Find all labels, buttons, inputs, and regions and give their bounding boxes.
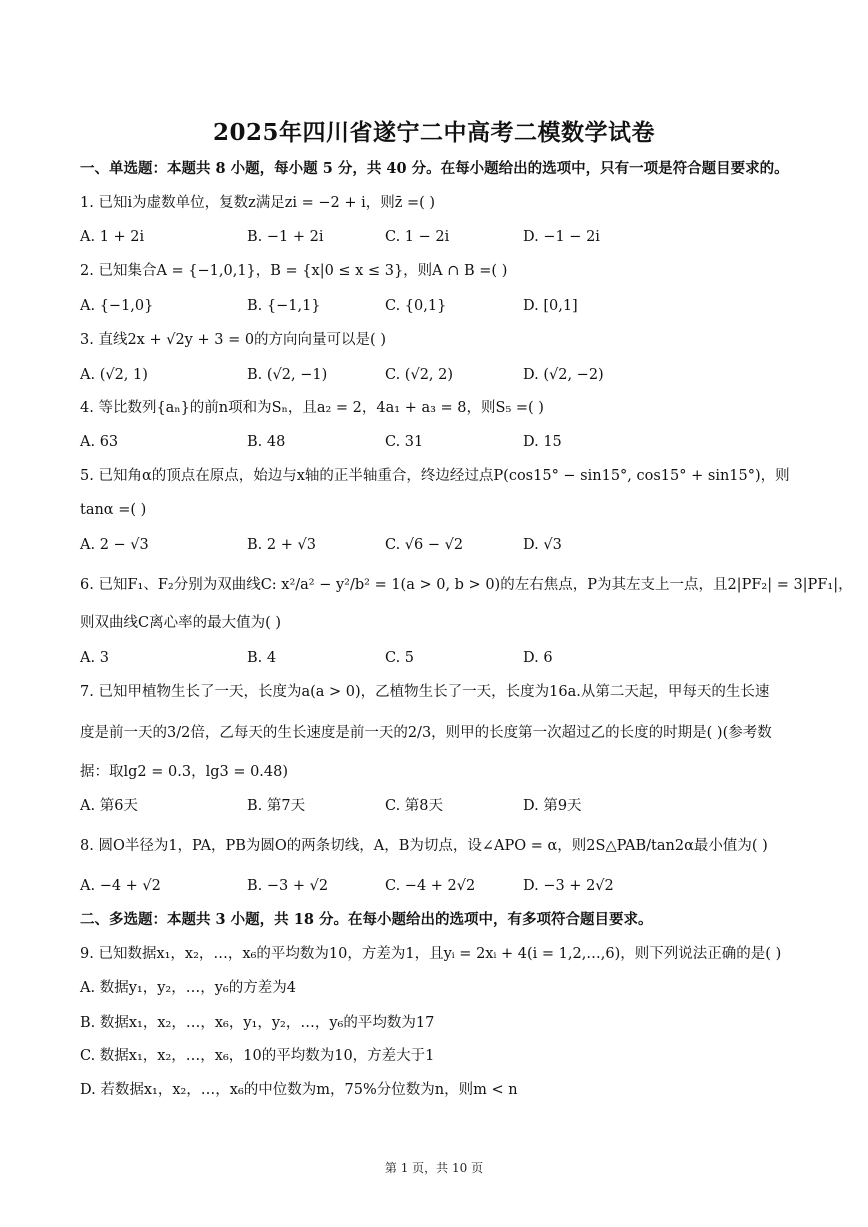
q8-option-b: B. −3 + √2: [247, 878, 329, 894]
q5-option-b: B. 2 + √3: [247, 537, 316, 553]
q1-option-d: D. −1 − 2i: [523, 229, 600, 245]
q3-option-d: D. (√2, −2): [523, 367, 604, 383]
question-4-stem: 4. 等比数列{aₙ}的前n项和为Sₙ，且a₂ = 2，4a₁ + a₃ = 8，则S₅ =( ): [80, 400, 544, 416]
q2-option-b: B. {−1,1}: [247, 298, 321, 314]
q5-option-a: A. 2 − √3: [80, 537, 149, 553]
q8-option-a: A. −4 + √2: [80, 878, 161, 894]
section-multiple-choice: 二、多选题：本题共 3 小题，共 18 分。在每小题给出的选项中，有多项符合题目要求。: [80, 911, 653, 928]
q6-option-d: D. 6: [523, 650, 553, 666]
page-footer: 第 1 页，共 10 页: [384, 1161, 484, 1175]
question-5-stem: 5. 已知角α的顶点在原点，始边与x轴的正半轴重合，终边经过点P(cos15° − sin15°, cos15° + sin15°)，则: [80, 468, 790, 484]
q2-option-c: C. {0,1}: [385, 298, 447, 314]
q9-option-d: D. 若数据x₁，x₂，…，x₆的中位数为m，75%分位数为n，则m < n: [80, 1082, 518, 1098]
q7-option-a: A. 第6天: [80, 798, 138, 814]
q1-option-a: A. 1 + 2i: [80, 229, 145, 245]
q8-option-d: D. −3 + 2√2: [523, 878, 614, 894]
question-1-stem: 1. 已知i为虚数单位，复数z满足zi = −2 + i，则z̄ =( ): [80, 195, 436, 211]
question-5-stem-cont: tanα =( ): [80, 502, 147, 518]
q6-option-c: C. 5: [385, 650, 415, 666]
question-7-stem-cont2: 据：取lg2 = 0.3，lg3 = 0.48): [80, 764, 289, 780]
q8-option-c: C. −4 + 2√2: [385, 878, 476, 894]
q6-option-b: B. 4: [247, 650, 277, 666]
q5-option-d: D. √3: [523, 537, 562, 553]
q4-option-b: B. 48: [247, 434, 286, 450]
q3-option-a: A. (√2, 1): [80, 367, 148, 383]
q7-option-c: C. 第8天: [385, 798, 444, 814]
q7-option-b: B. 第7天: [247, 798, 306, 814]
q6-option-a: A. 3: [80, 650, 109, 666]
q4-option-c: C. 31: [385, 434, 424, 450]
page-title: 2025年四川省遂宁二中高考二模数学试卷: [212, 119, 655, 146]
q1-option-b: B. −1 + 2i: [247, 229, 324, 245]
question-7-stem: 7. 已知甲植物生长了一天，长度为a(a > 0)，乙植物生长了一天，长度为16a.从第二天起，甲每天的生长速: [80, 684, 770, 700]
question-9-stem: 9. 已知数据x₁，x₂，…，x₆的平均数为10，方差为1，且yᵢ = 2xᵢ + 4(i = 1,2,…,6)，则下列说法正确的是( ): [80, 946, 782, 962]
question-6-stem-cont: 则双曲线C离心率的最大值为( ): [80, 615, 282, 631]
q9-option-c: C. 数据x₁，x₂，…，x₆，10的平均数为10，方差大于1: [80, 1048, 435, 1064]
q5-option-c: C. √6 − √2: [385, 537, 464, 553]
q4-option-a: A. 63: [80, 434, 119, 450]
q3-option-b: B. (√2, −1): [247, 367, 328, 383]
q9-option-b: B. 数据x₁，x₂，…，x₆，y₁，y₂，…，y₆的平均数为17: [80, 1015, 435, 1031]
question-6-stem: 6. 已知F₁、F₂分别为双曲线C: x²/a² − y²/b² = 1(a > 0, b > 0)的左右焦点，P为其左支上一点，且2|PF₂| = 3|PF₁|，: [80, 577, 853, 593]
q2-option-d: D. [0,1]: [523, 298, 578, 314]
question-3-stem: 3. 直线2x + √2y + 3 = 0的方向向量可以是( ): [80, 332, 386, 348]
section-single-choice: 一、单选题：本题共 8 小题，每小题 5 分，共 40 分。在每小题给出的选项中，只有一项是符合题目要求的。: [80, 160, 789, 177]
q1-option-c: C. 1 − 2i: [385, 229, 450, 245]
q7-option-d: D. 第9天: [523, 798, 582, 814]
q3-option-c: C. (√2, 2): [385, 367, 454, 383]
question-7-stem-cont: 度是前一天的3/2倍，乙每天的生长速度是前一天的2/3，则甲的长度第一次超过乙的长度的时期是( )(参考数: [80, 725, 772, 741]
question-2-stem: 2. 已知集合A = {−1,0,1}，B = {x|0 ≤ x ≤ 3}，则A ∩ B =( ): [80, 263, 508, 279]
q4-option-d: D. 15: [523, 434, 562, 450]
q9-option-a: A. 数据y₁，y₂，…，y₆的方差为4: [80, 980, 296, 996]
q2-option-a: A. {−1,0}: [80, 298, 154, 314]
question-8-stem: 8. 圆O半径为1，PA，PB为圆O的两条切线，A，B为切点，设∠APO = α，则2S△PAB/tan2α最小值为( ): [80, 838, 768, 854]
